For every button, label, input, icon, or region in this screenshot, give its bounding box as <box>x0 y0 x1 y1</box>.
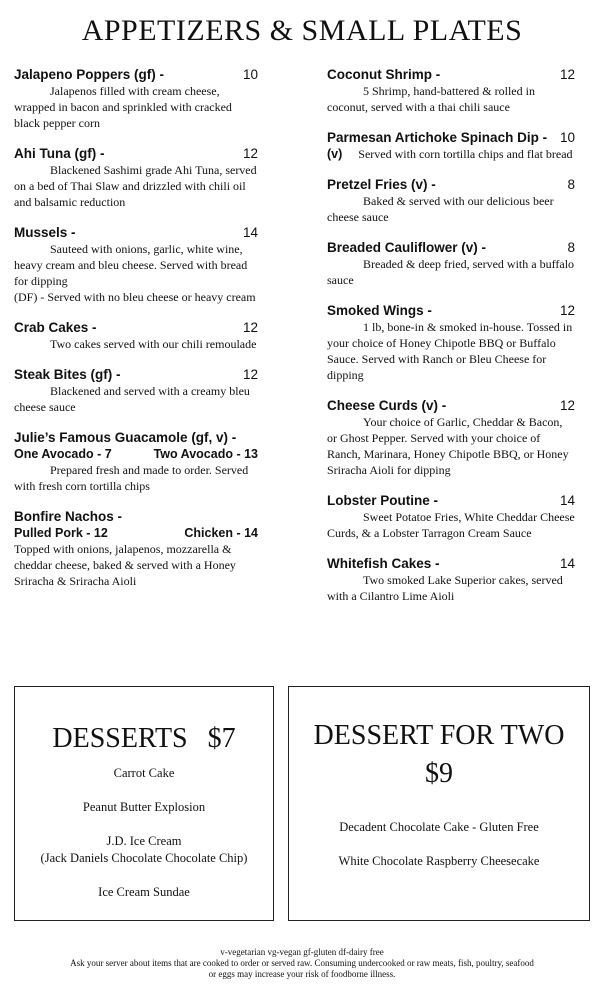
menu-item-whitefish-cakes <box>327 555 575 604</box>
item-description: Sauteed with onions, garlic, white wine, heavy cream and bleu cheese. Served with bread for dipping <box>14 242 248 288</box>
item-description: Two cakes served with our chili remoulade <box>50 337 257 351</box>
item-price: 10 <box>242 67 258 82</box>
item-name: Breaded Cauliflower (v) - <box>327 240 487 255</box>
item-option: Pulled Pork - 12 <box>14 526 108 540</box>
item-description: Served with corn tortilla chips and flat bread <box>358 147 573 161</box>
menu-item-steak-bites <box>14 366 258 415</box>
dessert-item: Carrot Cake <box>113 766 175 780</box>
menu-item-pretzel-fries <box>327 176 575 225</box>
item-name: Cheese Curds (v) - <box>327 398 447 413</box>
desserts-title: DESSERTS <box>52 723 188 754</box>
menu-item-smoked-wings <box>327 302 575 383</box>
item-name: Whitefish Cakes - <box>327 556 440 571</box>
health-warning-continued: or eggs may increase your risk of foodborne illness. <box>208 969 396 979</box>
item-description: Baked & served with our delicious beer cheese sauce <box>327 194 554 224</box>
item-price: 8 <box>567 177 575 192</box>
item-price: 12 <box>242 367 258 382</box>
item-name: Jalapeno Poppers (gf) - <box>14 67 165 82</box>
menu-item-mussels <box>14 224 258 305</box>
menu-item-coconut-shrimp <box>327 66 575 115</box>
item-price: 12 <box>242 146 258 161</box>
item-price: 14 <box>559 493 575 508</box>
menu-item-lobster-poutine <box>327 492 575 541</box>
item-note: (DF) - Served with no bleu cheese or heavy cream <box>14 290 256 304</box>
item-description: 5 Shrimp, hand-battered & rolled in coconut, served with a thai chili sauce <box>327 84 535 114</box>
item-name: Pretzel Fries (v) - <box>327 177 436 192</box>
desserts-price: $7 <box>207 723 236 754</box>
item-name: Mussels - <box>14 225 76 240</box>
dessert-for-two-title: DESSERT FOR TWO <box>313 720 565 751</box>
menu-item-jalapeno-poppers <box>14 66 258 131</box>
item-option: Two Avocado - 13 <box>153 447 258 461</box>
dessert-for-two-list <box>289 819 589 870</box>
dessert-item: White Chocolate Raspberry Cheesecake <box>338 854 540 868</box>
item-description: Breaded & deep fried, served with a buffalo sauce <box>327 257 575 287</box>
menu-item-crab-cakes <box>14 319 258 352</box>
menu-item-bonfire-nachos <box>14 508 258 589</box>
left-column <box>14 66 258 603</box>
item-price: 14 <box>559 556 575 571</box>
item-price: 12 <box>242 320 258 335</box>
dessert-item: Peanut Butter Explosion <box>82 800 206 814</box>
item-price: 12 <box>559 67 575 82</box>
item-name: Lobster Poutine - <box>327 493 438 508</box>
item-name: Smoked Wings - <box>327 303 432 318</box>
menu-item-guacamole <box>14 429 258 494</box>
item-description: Two smoked Lake Superior cakes, served with a Cilantro Lime Aioli <box>327 573 563 603</box>
item-price: 8 <box>567 240 575 255</box>
dessert-item: Decadent Chocolate Cake - Gluten Free <box>339 820 539 834</box>
menu-item-artichoke-dip <box>327 129 575 162</box>
dessert-for-two-price: $9 <box>425 758 453 789</box>
item-name: Coconut Shrimp - <box>327 67 441 82</box>
dessert-item: Ice Cream Sundae <box>98 885 190 899</box>
dietary-legend: v-vegetarian vg-vegan gf-gluten df-dairy free <box>220 947 384 957</box>
menu-item-breaded-cauliflower <box>327 239 575 288</box>
item-price: 14 <box>242 225 258 240</box>
item-description: Jalapenos filled with cream cheese, wrapped in bacon and sprinkled with cracked black pepper corn <box>14 84 232 130</box>
item-price: 12 <box>559 398 575 413</box>
item-description: 1 lb, bone-in & smoked in-house. Tossed in your choice of Honey Chipotle BBQ or Buffalo Sauce. Served with Ranch or Bleu Cheese for dipping <box>327 320 573 382</box>
dessert-for-two-box <box>288 686 590 921</box>
item-description: Blackened Sashimi grade Ahi Tuna, served on a bed of Thai Slaw and drizzled with chili oil and balsamic reduction <box>14 163 257 209</box>
item-description: Prepared fresh and made to order. Served with fresh corn tortilla chips <box>14 463 249 493</box>
item-price: 12 <box>559 303 575 318</box>
item-name: Crab Cakes - <box>14 320 97 335</box>
menu-item-cheese-curds <box>327 397 575 478</box>
desserts-box <box>14 686 274 921</box>
desserts-heading <box>15 721 273 757</box>
footer <box>0 947 604 980</box>
item-option: Chicken - 14 <box>184 526 258 540</box>
item-option: One Avocado - 7 <box>14 447 112 461</box>
dessert-for-two-heading <box>289 717 589 793</box>
desserts-list <box>15 765 273 901</box>
item-description: Blackened and served with a creamy bleu cheese sauce <box>14 384 250 414</box>
page-title: APPETIZERS & SMALL PLATES <box>81 14 523 47</box>
item-description: Sweet Potatoe Fries, White Cheddar Cheese Curds, & a Lobster Tarragon Cream Sauce <box>327 510 575 540</box>
item-description: Your choice of Garlic, Cheddar & Bacon, or Ghost Pepper. Served with your choice of Ranch, Marinara, Honey Chipotle BBQ, or Honey Sriracha Aioli for dipping <box>327 415 569 477</box>
item-name: Ahi Tuna (gf) - <box>14 146 105 161</box>
item-name: Julie’s Famous Guacamole (gf, v) - <box>14 430 237 445</box>
item-name: Bonfire Nachos - <box>14 509 123 524</box>
menu-item-ahi-tuna <box>14 145 258 210</box>
dessert-item-detail: (Jack Daniels Chocolate Chocolate Chip) <box>40 851 248 865</box>
item-tag: (v) <box>327 147 343 161</box>
health-warning: Ask your server about items that are cooked to order or served raw. Consuming undercooked or raw meats, fish, poultry, seafood <box>70 958 534 968</box>
item-description: Topped with onions, jalapenos, mozzarella & cheddar cheese, baked & served with a Honey Sriracha & Sriracha Aioli <box>14 542 236 588</box>
item-name: Steak Bites (gf) - <box>14 367 121 382</box>
item-price: 10 <box>559 130 575 145</box>
right-column <box>327 66 575 618</box>
item-name: Parmesan Artichoke Spinach Dip - <box>327 130 548 145</box>
dessert-item: J.D. Ice Cream <box>106 834 182 848</box>
